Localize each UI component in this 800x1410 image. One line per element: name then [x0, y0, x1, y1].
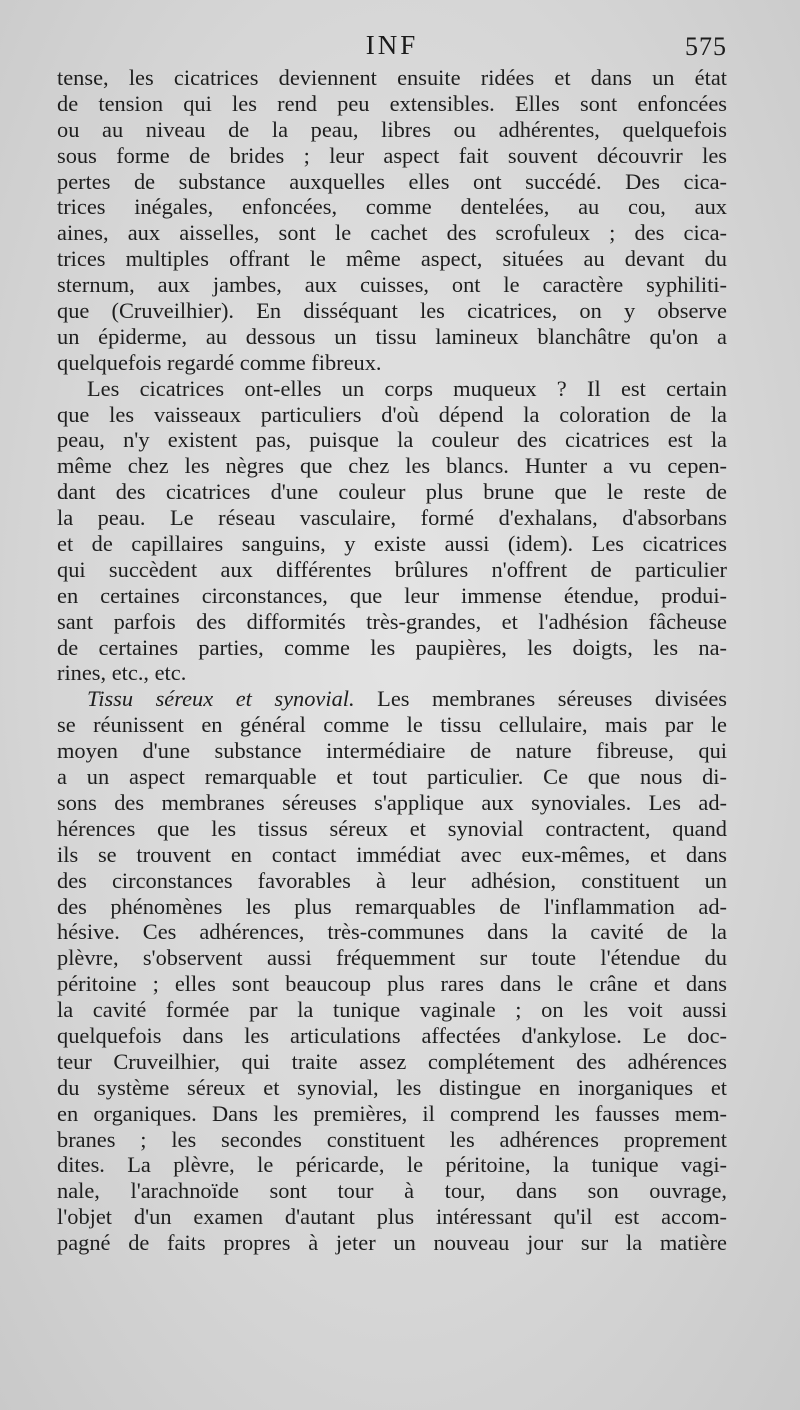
- text-line: que (Cruveilhier). En disséquant les cicatrices, on y observe: [57, 298, 727, 324]
- heading-line-rest: Les membranes séreuses divisées: [377, 686, 727, 712]
- text-line: trices inégales, enfoncées, comme dentelées, au cou, aux: [57, 194, 727, 220]
- text-line: Les cicatrices ont-elles un corps muqueux ? Il est certain: [87, 375, 727, 401]
- text-line: de tension qui les rend peu extensibles. Elles sont enfoncées: [57, 90, 727, 116]
- paragraph-serous-tissue: [57, 686, 727, 1256]
- text-line: la cavité formée par la tunique vaginale ; on les voit aussi: [57, 997, 727, 1023]
- text-line: même chez les nègres que chez les blancs. Hunter a vu cepen-: [57, 453, 727, 479]
- text-line: rines, etc., etc.: [57, 660, 187, 686]
- text-line: quelquefois regardé comme fibreux.: [57, 349, 382, 375]
- text-line: dites. La plèvre, le péricarde, le péritoine, la tunique vagi-: [57, 1152, 727, 1178]
- text-line: en organiques. Dans les premières, il comprend les fausses mem-: [57, 1100, 727, 1126]
- page-number: 575: [685, 32, 727, 61]
- text-line: trices multiples offrant le même aspect, situées au devant du: [57, 246, 727, 272]
- text-line: peau, n'y existent pas, puisque la couleur des cicatrices est la: [57, 427, 727, 453]
- text-line: sternum, aux jambes, aux cuisses, ont le caractère syphiliti-: [57, 272, 727, 298]
- text-line: et de capillaires sanguins, y existe aussi (idem). Les cicatrices: [57, 531, 727, 557]
- text-line: ou au niveau de la peau, libres ou adhérentes, quelquefois: [57, 116, 727, 142]
- paragraph-scar-description: [57, 65, 727, 376]
- paragraph-mucous-body: [57, 376, 727, 687]
- text-line: a un aspect remarquable et tout particulier. Ce que nous di-: [57, 764, 727, 790]
- text-line: pertes de substance auxquelles elles ont succédé. Des cica-: [57, 168, 727, 194]
- text-line: nale, l'arachnoïde sont tour à tour, dans son ouvrage,: [57, 1178, 727, 1204]
- text-line: plèvre, s'observent aussi fréquemment sur toute l'étendue du: [57, 945, 727, 971]
- text-line: que les vaisseaux particuliers d'où dépend la coloration de la: [57, 401, 727, 427]
- section-heading: Tissu séreux et synovial.: [87, 686, 355, 712]
- text-line: sant parfois des difformités très-grandes, et l'adhésion fâcheuse: [57, 608, 727, 634]
- text-line: un épiderme, au dessous un tissu lamineux blanchâtre qu'on a: [57, 323, 727, 349]
- text-line: pagné de faits propres à jeter un nouveau jour sur la matière: [57, 1230, 727, 1256]
- text-line: hérences que les tissus séreux et synovial contractent, quand: [57, 815, 727, 841]
- text-line: péritoine ; elles sont beaucoup plus rares dans le crâne et dans: [57, 971, 727, 997]
- text-line: des circonstances favorables à leur adhésion, constituent un: [57, 867, 727, 893]
- text-line: aines, aux aisselles, sont le cachet des scrofuleux ; des cica-: [57, 220, 727, 246]
- text-line: en certaines circonstances, que leur immense étendue, produi-: [57, 582, 727, 608]
- text-line: se réunissent en général comme le tissu cellulaire, mais par le: [57, 712, 727, 738]
- text-line: tense, les cicatrices deviennent ensuite ridées et dans un état: [57, 65, 727, 90]
- text-line: sons des membranes séreuses s'applique aux synoviales. Les ad-: [57, 789, 727, 815]
- text-line: qui succèdent aux différentes brûlures n'offrent de particulier: [57, 556, 727, 582]
- text-line: ils se trouvent en contact immédiat avec eux-mêmes, et dans: [57, 841, 727, 867]
- text-line: sous forme de brides ; leur aspect fait souvent découvrir les: [57, 142, 727, 168]
- text-line: teur Cruveilhier, qui traite assez complétement des adhérences: [57, 1048, 727, 1074]
- page-header: [57, 30, 727, 70]
- body-text: [57, 65, 727, 1256]
- text-line: de certaines parties, comme les paupières, les doigts, les na-: [57, 634, 727, 660]
- text-line: du système séreux et synovial, les distingue en inorganiques et: [57, 1074, 727, 1100]
- text-line: moyen d'une substance intermédiaire de nature fibreuse, qui: [57, 738, 727, 764]
- text-line: quelquefois dans les articulations affectées d'ankylose. Le doc-: [57, 1022, 727, 1048]
- text-line: dant des cicatrices d'une couleur plus brune que le reste de: [57, 479, 727, 505]
- text-line: [57, 686, 727, 712]
- text-line: la peau. Le réseau vasculaire, formé d'exhalans, d'absorbans: [57, 505, 727, 531]
- text-line: hésive. Ces adhérences, très-communes dans la cavité de la: [57, 919, 727, 945]
- text-line: branes ; les secondes constituent les adhérences proprement: [57, 1126, 727, 1152]
- text-line: des phénomènes les plus remarquables de l'inflammation ad-: [57, 893, 727, 919]
- running-head: INF: [365, 30, 419, 60]
- text-line: l'objet d'un examen d'autant plus intéressant qu'il est accom-: [57, 1204, 727, 1230]
